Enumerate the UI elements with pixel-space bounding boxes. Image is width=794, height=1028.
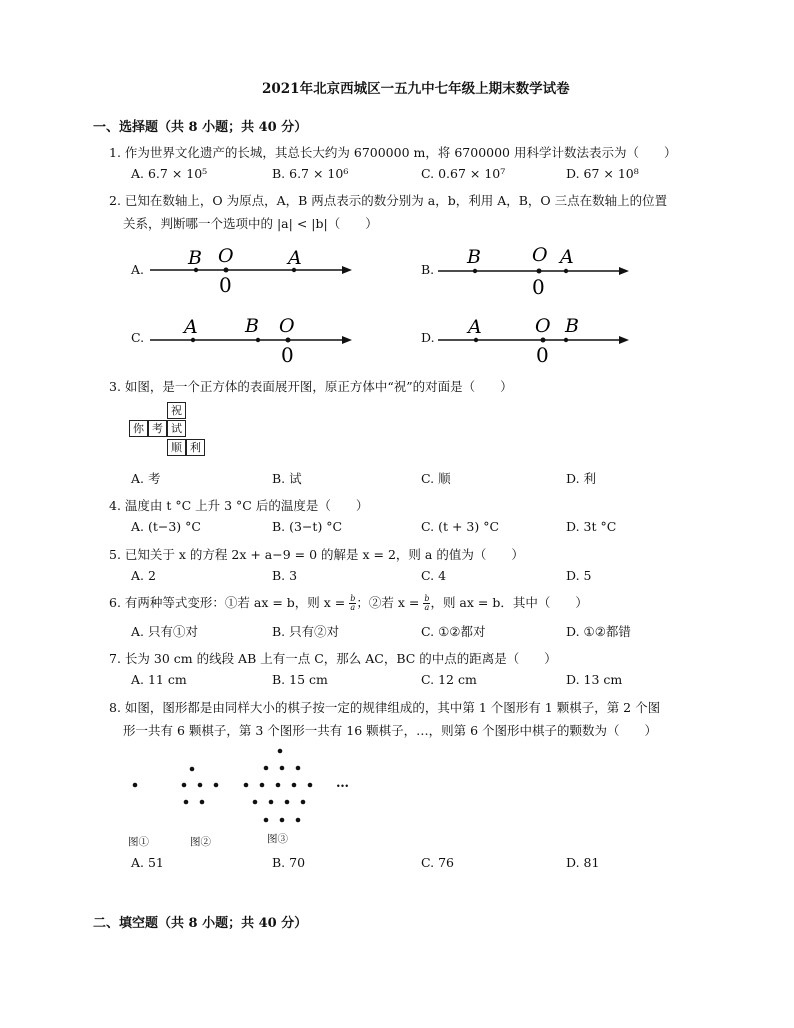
question-1-option-c[interactable]: C. 0.67 × 10⁷ xyxy=(421,166,506,181)
question-2-option-c-label[interactable]: C. xyxy=(131,330,145,345)
question-8-option-c[interactable]: C. 76 xyxy=(421,855,454,870)
point-b-label: B xyxy=(467,246,481,268)
net-cell: 试 xyxy=(167,420,186,437)
section-heading-fill: 二、填空题（共 8 小题；共 40 分） xyxy=(93,916,308,931)
question-1-option-d[interactable]: D. 67 × 10⁸ xyxy=(566,166,639,181)
question-2-text-line1: 2. 已知在数轴上，O 为原点，A，B 两点表示的数分别为 a，b，利用 A，B，O 三点在数轴上的位置 xyxy=(109,193,668,208)
question-6-option-a[interactable]: A. 只有①对 xyxy=(131,624,198,639)
question-4-option-d[interactable]: D. 3t °C xyxy=(566,519,617,534)
question-8-text-line1: 8. 如图，图形都是由同样大小的棋子按一定的规律组成的，其中第 1 个图形有 1 颗棋子，第 2 个图 xyxy=(109,700,661,715)
net-cell: 顺 xyxy=(167,439,186,456)
question-7-option-c[interactable]: C. 12 cm xyxy=(421,672,477,687)
question-6-part3: ，则 ax = b．其中（ ） xyxy=(430,595,588,610)
figure-2-pieces xyxy=(182,767,219,805)
question-8-text-line2: 形一共有 6 颗棋子，第 3 个图形一共有 16 颗棋子，…，则第 6 个图形中棋子的颗数为（ ） xyxy=(123,723,658,738)
question-4-option-b[interactable]: B. (3−t) °C xyxy=(272,519,343,534)
fraction-numerator: b xyxy=(350,594,356,603)
zero-label: 0 xyxy=(532,275,545,299)
zero-label: 0 xyxy=(281,343,294,366)
question-6-part2: ；②若 x = xyxy=(356,595,424,610)
zero-label: 0 xyxy=(219,273,232,294)
question-8-option-a[interactable]: A. 51 xyxy=(131,855,164,870)
net-cell: 祝 xyxy=(167,402,186,419)
figure-1-caption: 图① xyxy=(128,836,149,848)
figure-1-pieces xyxy=(133,783,138,788)
question-3-option-b[interactable]: B. 试 xyxy=(272,471,302,486)
question-1-option-b[interactable]: B. 6.7 × 10⁶ xyxy=(272,166,349,181)
point-b-label: B xyxy=(245,315,259,337)
ellipsis: … xyxy=(336,776,349,791)
point-o-label: O xyxy=(218,245,234,267)
point-a-label: A xyxy=(468,316,482,338)
question-7-text: 7. 长为 30 cm 的线段 AB 上有一点 C，那么 AC，BC 的中点的距离是（ ） xyxy=(109,651,557,666)
point-o-label: O xyxy=(532,244,548,266)
net-cell: 利 xyxy=(186,439,205,456)
question-2-option-a-label[interactable]: A. xyxy=(131,262,145,277)
net-cell: 考 xyxy=(148,420,167,437)
cube-net xyxy=(129,402,209,462)
question-7-option-a[interactable]: A. 11 cm xyxy=(131,672,187,687)
question-2-option-b-label[interactable]: B. xyxy=(421,262,435,277)
point-a-label: A xyxy=(560,246,574,268)
question-8-option-d[interactable]: D. 81 xyxy=(566,855,600,870)
fraction-denominator: a xyxy=(350,603,356,612)
question-5-text: 5. 已知关于 x 的方程 2x + a−9 = 0 的解是 x = 2，则 a 的值为（ ） xyxy=(109,547,524,562)
question-4-option-a[interactable]: A. (t−3) °C xyxy=(131,519,201,534)
question-1-option-a[interactable]: A. 6.7 × 10⁵ xyxy=(131,166,208,181)
question-5-option-b[interactable]: B. 3 xyxy=(272,568,298,583)
number-line-a xyxy=(148,240,358,294)
question-2-option-d-label[interactable]: D. xyxy=(421,330,435,345)
question-6-option-d[interactable]: D. ①②都错 xyxy=(566,624,631,639)
question-5-option-a[interactable]: A. 2 xyxy=(131,568,156,583)
question-2-text-line2: 关系，判断哪一个选项中的 |a| < |b|（ ） xyxy=(123,216,378,231)
point-b-label: B xyxy=(565,315,579,337)
question-3-option-a[interactable]: A. 考 xyxy=(131,471,161,486)
number-line-b xyxy=(436,240,636,300)
point-o-label: O xyxy=(279,315,295,337)
question-3-option-c[interactable]: C. 顺 xyxy=(421,471,451,486)
section-heading-choice: 一、选择题（共 8 小题；共 40 分） xyxy=(93,120,308,135)
question-8-option-b[interactable]: B. 70 xyxy=(272,855,306,870)
question-4-option-c[interactable]: C. (t + 3) °C xyxy=(421,519,500,534)
question-5-option-c[interactable]: C. 4 xyxy=(421,568,447,583)
question-5-option-d[interactable]: D. 5 xyxy=(566,568,592,583)
question-4-text: 4. 温度由 t °C 上升 3 °C 后的温度是（ ） xyxy=(109,498,369,513)
zero-label: 0 xyxy=(536,343,549,366)
fraction-denominator: a xyxy=(424,603,430,612)
point-a-label: A xyxy=(184,316,198,338)
figure-3-caption: 图③ xyxy=(267,833,288,845)
point-o-label: O xyxy=(535,315,551,337)
question-6-part1: 6. 有两种等式变形：①若 ax = b，则 x = xyxy=(109,595,350,610)
chess-pieces-figure xyxy=(125,744,365,844)
page-title: 2021年北京西城区一五九中七年级上期末数学试卷 xyxy=(262,81,570,97)
point-a-label: A xyxy=(288,247,302,269)
fraction-numerator: b xyxy=(424,594,430,603)
question-3-text: 3. 如图，是一个正方体的表面展开图，原正方体中“祝”的对面是（ ） xyxy=(109,379,513,394)
question-6-text xyxy=(109,593,588,612)
question-7-option-d[interactable]: D. 13 cm xyxy=(566,672,623,687)
question-7-option-b[interactable]: B. 15 cm xyxy=(272,672,328,687)
question-6-option-c[interactable]: C. ①②都对 xyxy=(421,624,486,639)
figure-3-pieces xyxy=(244,749,313,823)
figure-2-caption: 图② xyxy=(190,836,211,848)
question-6-option-b[interactable]: B. 只有②对 xyxy=(272,624,340,639)
point-b-label: B xyxy=(188,247,202,269)
number-line-d xyxy=(436,310,636,366)
question-3-option-d[interactable]: D. 利 xyxy=(566,471,597,486)
question-1-text: 1. 作为世界文化遗产的长城，其总长大约为 6700000 m，将 6700000 用科学计数法表示为（ ） xyxy=(109,145,677,160)
net-cell: 你 xyxy=(129,420,148,437)
number-line-c xyxy=(148,310,358,366)
